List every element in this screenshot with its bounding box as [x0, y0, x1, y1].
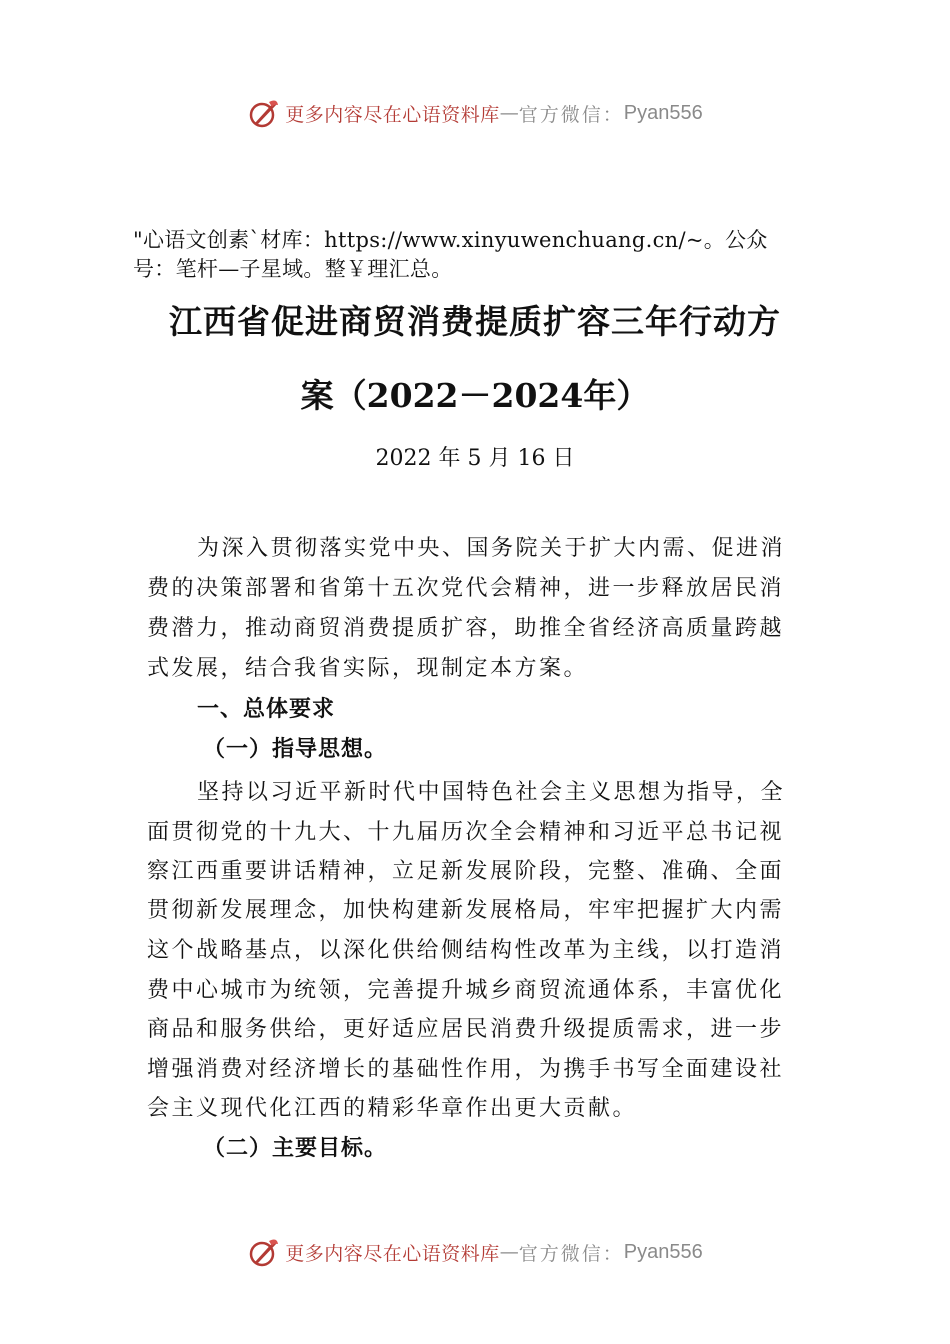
subsection-2-heading: （二）主要目标。 [203, 1135, 388, 1161]
paragraph-1-line-3: 费潜力，推动商贸消费提质扩容，助推全省经济高质量跨越 [147, 616, 785, 641]
paragraph-2-line-7: 商品和服务供给，更好适应居民消费升级提质需求，进一步 [147, 1017, 785, 1042]
header-banner [0, 93, 950, 133]
banner-lead-text: 更多内容尽在心语资料库 [285, 1242, 500, 1265]
paragraph-2-line-4: 贯彻新发展理念，加快构建新发展格局，牢牢把握扩大内需 [147, 898, 785, 923]
footer-banner [0, 1232, 950, 1272]
intro-note-line-1: "心语文创素`材库：https://www.xinyuwenchuang.cn/~。公众 [133, 228, 768, 252]
intro-note-line-2: 号：笔杆—子星域。整￥理汇总。 [133, 257, 453, 281]
paragraph-2-line-9: 会主义现代化江西的精彩华章作出更大贡献。 [147, 1096, 638, 1121]
banner-wechat-id: Pyan556 [623, 101, 703, 124]
paragraph-1-line-1: 为深入贯彻落实党中央、国务院关于扩大内需、促进消 [197, 536, 786, 561]
document-date: 2022 年 5 月 16 日 [375, 446, 575, 471]
paragraph-1-line-2: 费的决策部署和省第十五次党代会精神，进一步释放居民消 [147, 576, 785, 601]
document-title-line-2: 案（2022－2024年） [300, 376, 650, 415]
banner-wechat-label: 官方微信： [518, 103, 624, 126]
quill-logo-icon [247, 1235, 281, 1269]
paragraph-1-line-4: 式发展，结合我省实际，现制定本方案。 [147, 656, 589, 681]
paragraph-2-line-2: 面贯彻党的十九大、十九届历次全会精神和习近平总书记视 [147, 820, 785, 845]
paragraph-2-line-6: 费中心城市为统领，完善提升城乡商贸流通体系，丰富优化 [147, 978, 785, 1003]
quill-logo-icon [247, 96, 281, 130]
banner-separator: — [499, 1241, 519, 1263]
paragraph-2-line-5: 这个战略基点，以深化供给侧结构性改革为主线，以打造消 [147, 938, 785, 963]
banner-separator: — [499, 102, 519, 124]
paragraph-2-line-3: 察江西重要讲话精神，立足新发展阶段，完整、准确、全面 [147, 859, 785, 884]
document-title-line-1: 江西省促进商贸消费提质扩容三年行动方 [169, 302, 781, 341]
subsection-1-heading: （一）指导思想。 [203, 736, 388, 762]
section-1-heading: 一、总体要求 [197, 696, 336, 722]
banner-lead-text: 更多内容尽在心语资料库 [285, 103, 500, 126]
paragraph-2-line-1: 坚持以习近平新时代中国特色社会主义思想为指导，全 [197, 780, 786, 805]
paragraph-2-line-8: 增强消费对经济增长的基础性作用，为携手书写全面建设社 [147, 1057, 785, 1082]
banner-wechat-label: 官方微信： [518, 1242, 624, 1265]
banner-wechat-id: Pyan556 [623, 1240, 703, 1263]
